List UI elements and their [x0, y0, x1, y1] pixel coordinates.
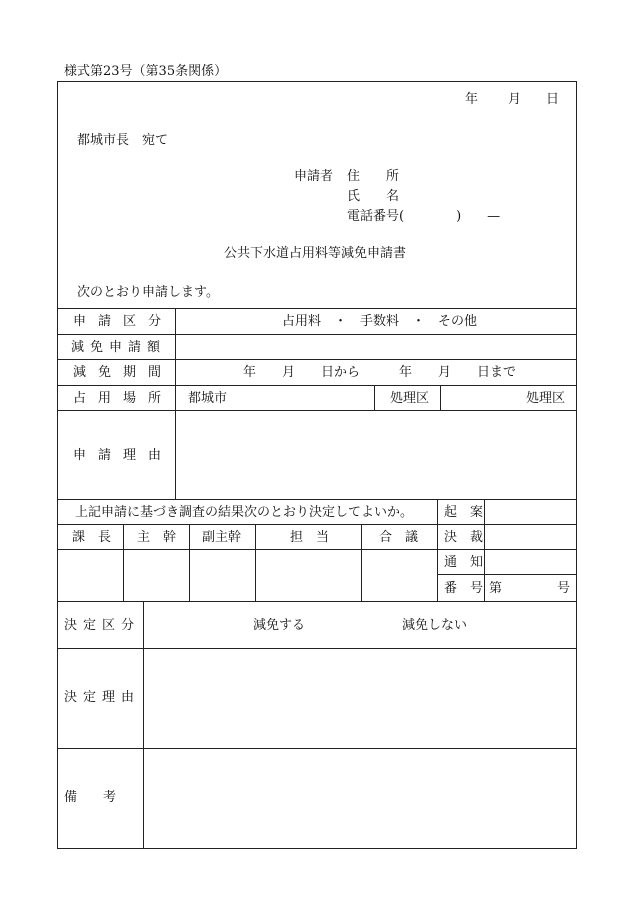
number-prefix: 第: [489, 581, 503, 596]
number-label: 番 号: [444, 581, 484, 596]
application-form: [57, 81, 577, 849]
category-label: 申請区分: [73, 314, 174, 329]
applicant-phone-label: 電話番号( ) —: [347, 209, 501, 224]
place-label: 占用場所: [73, 391, 174, 406]
form-number: 様式第23号（第35条関係）: [64, 64, 228, 79]
reason-label: 申請理由: [73, 448, 174, 463]
applicant-label: 申請者: [294, 169, 334, 184]
role-consultation: 合 議: [379, 530, 419, 545]
notice-label: 通 知: [444, 555, 484, 570]
date-month: 月: [508, 92, 522, 107]
role-supervisor: 主 幹: [137, 530, 177, 545]
role-deputy-supervisor: 副主幹: [202, 530, 242, 545]
number-suffix: 号: [557, 581, 571, 596]
role-section-chief: 課 長: [72, 530, 112, 545]
intro-text: 次のとおり申請します。: [77, 285, 219, 300]
remarks-label: 備 考: [64, 790, 117, 805]
place-city: 都城市: [188, 391, 228, 406]
period-label: 減免期間: [73, 365, 174, 380]
decision-category-label: 決定区分: [64, 618, 141, 633]
addressee: 都城市長 宛て: [77, 133, 169, 148]
decision-reason-label: 決定理由: [64, 690, 141, 705]
district-label: 処理区: [390, 391, 430, 406]
date-year: 年: [465, 92, 479, 107]
amount-label: 減免申請額: [71, 340, 167, 355]
role-staff: 担 当: [290, 530, 330, 545]
applicant-address-label: 住 所: [347, 169, 400, 184]
decision-option-yes: 減免する: [253, 618, 306, 633]
document-title: 公共下水道占用料等減免申請書: [224, 246, 407, 261]
drafted-label: 起 案: [444, 505, 484, 520]
district-value: 処理区: [526, 391, 566, 406]
decision-option-no: 減免しない: [402, 618, 468, 633]
category-options: 占用料 ・ 手数料 ・ その他: [282, 314, 478, 329]
approved-label: 決 裁: [444, 530, 484, 545]
applicant-name-label: 氏 名: [347, 189, 400, 204]
date-day: 日: [546, 92, 560, 107]
period-value: 年 月 日から 年 月 日まで: [243, 365, 517, 380]
approval-question: 上記申請に基づき調査の結果次のとおり決定してよいか。: [75, 505, 414, 520]
